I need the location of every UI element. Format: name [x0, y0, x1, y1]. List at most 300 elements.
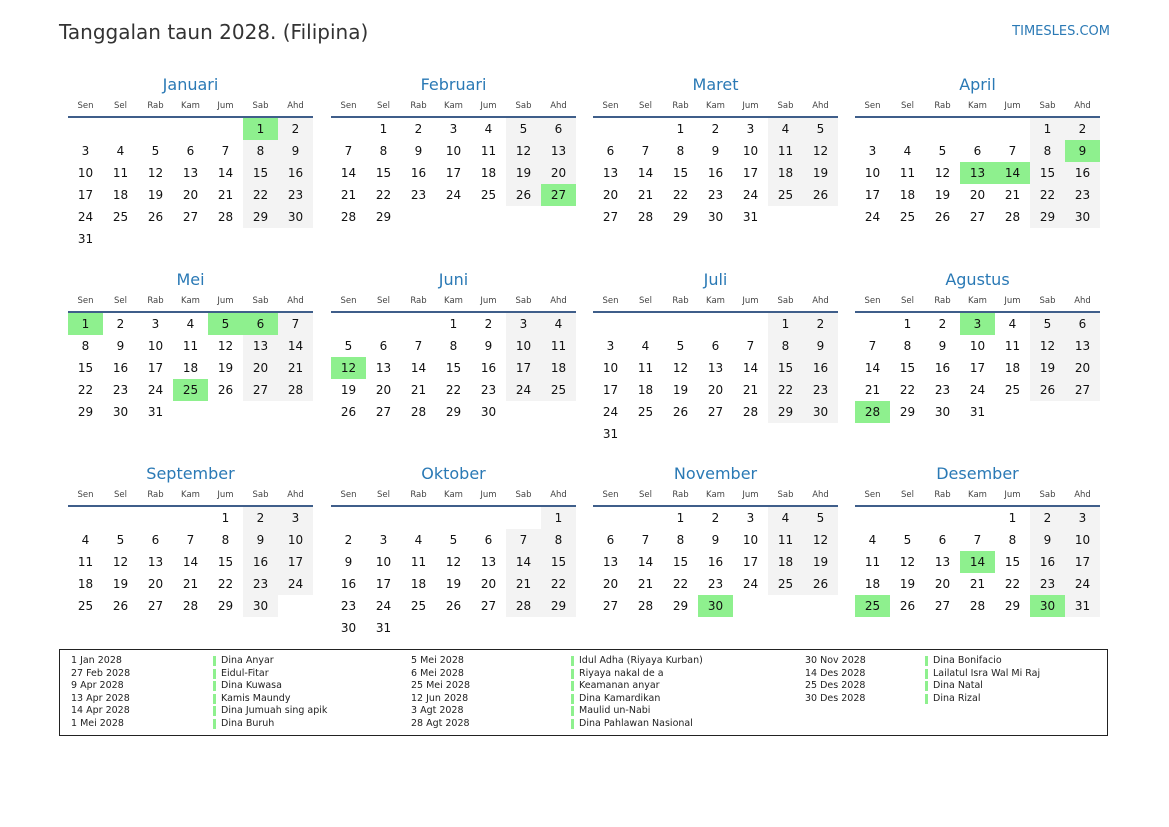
day-cell: 22	[375, 188, 392, 202]
day-cell: 9	[484, 339, 493, 353]
day-cell: 19	[672, 383, 689, 397]
day-cell: 10	[864, 166, 881, 180]
day-cell: 11	[637, 361, 654, 375]
day-cell: 13	[541, 140, 576, 162]
weekday-header	[68, 489, 313, 501]
day-cell: 1	[903, 317, 912, 331]
weekday-label: Sen	[77, 296, 94, 306]
weekday-label: Jum	[1004, 101, 1021, 111]
weekday-label: Kam	[444, 490, 463, 500]
day-cell: 18	[480, 166, 497, 180]
day-cell: 29	[217, 599, 234, 613]
day-cell: 26	[445, 599, 462, 613]
day-cell: 20	[969, 188, 986, 202]
weekday-label: Sab	[777, 101, 794, 111]
day-cell: 30	[1030, 595, 1065, 617]
day-cell: 1	[541, 507, 576, 529]
day-grid	[68, 507, 313, 617]
day-cell: 17	[969, 361, 986, 375]
day-cell: 12	[445, 555, 462, 569]
day-cell: 9	[116, 339, 125, 353]
weekday-label: Sel	[901, 490, 914, 500]
weekday-label: Ahd	[550, 490, 567, 500]
day-cell: 6	[1065, 313, 1100, 335]
day-cell: 27	[707, 405, 724, 419]
day-cell: 10	[506, 335, 541, 357]
day-cell: 26	[934, 210, 951, 224]
day-cell: 10	[147, 339, 164, 353]
weekday-label: Sel	[901, 296, 914, 306]
weekday-label: Rab	[672, 490, 689, 500]
day-cell: 2	[484, 317, 493, 331]
day-cell: 19	[147, 188, 164, 202]
day-cell: 13	[602, 555, 619, 569]
month-desember	[855, 463, 1100, 653]
day-cell: 4	[541, 313, 576, 335]
day-cell: 5	[676, 339, 685, 353]
day-cell: 15	[445, 361, 462, 375]
day-grid	[68, 118, 313, 250]
day-cell: 17	[1065, 551, 1100, 573]
day-cell: 10	[1065, 529, 1100, 551]
day-cell: 26	[112, 599, 129, 613]
day-cell: 26	[803, 184, 838, 206]
day-grid	[855, 118, 1100, 228]
weekday-label: Sab	[515, 296, 532, 306]
weekday-label: Ahd	[1074, 101, 1091, 111]
day-cell: 11	[899, 166, 916, 180]
day-cell: 25	[768, 573, 803, 595]
day-cell: 6	[606, 533, 615, 547]
day-grid	[593, 118, 838, 228]
day-grid	[331, 313, 576, 423]
day-cell: 5	[803, 507, 838, 529]
day-cell: 7	[221, 144, 230, 158]
day-cell: 24	[742, 577, 759, 591]
day-cell: 31	[375, 621, 392, 635]
weekday-label: Kam	[968, 490, 987, 500]
day-cell: 1	[1030, 118, 1065, 140]
site-link[interactable]: TIMESLES.COM	[1012, 24, 1110, 39]
day-cell: 15	[1004, 555, 1021, 569]
weekday-label: Jum	[217, 296, 234, 306]
weekday-label: Kam	[444, 296, 463, 306]
day-grid	[855, 507, 1100, 617]
month-name: Juli	[703, 270, 728, 289]
day-cell: 18	[182, 361, 199, 375]
day-cell: 10	[375, 555, 392, 569]
day-cell: 14	[864, 361, 881, 375]
weekday-label: Rab	[410, 101, 427, 111]
day-cell: 23	[480, 383, 497, 397]
weekday-label: Ahd	[550, 296, 567, 306]
weekday-label: Ahd	[812, 101, 829, 111]
month-juli	[593, 269, 838, 459]
day-cell: 19	[217, 361, 234, 375]
day-cell: 15	[768, 357, 803, 379]
day-cell: 13	[375, 361, 392, 375]
weekday-label: Sel	[639, 101, 652, 111]
day-cell: 10	[969, 339, 986, 353]
legend-date: 27 Feb 2028	[71, 667, 131, 679]
weekday-label: Jum	[742, 101, 759, 111]
day-cell: 21	[506, 573, 541, 595]
weekday-header	[331, 295, 576, 307]
day-cell: 12	[672, 361, 689, 375]
day-cell: 6	[711, 339, 720, 353]
day-cell: 14	[637, 166, 654, 180]
day-cell: 11	[768, 529, 803, 551]
day-grid	[331, 507, 576, 639]
day-cell: 17	[864, 188, 881, 202]
day-cell: 22	[217, 577, 234, 591]
day-cell: 10	[602, 361, 619, 375]
day-cell: 20	[1065, 357, 1100, 379]
day-cell: 18	[112, 188, 129, 202]
day-cell: 22	[77, 383, 94, 397]
day-cell: 29	[1030, 206, 1065, 228]
day-cell: 6	[186, 144, 195, 158]
day-cell: 27	[1065, 379, 1100, 401]
day-cell: 1	[449, 317, 458, 331]
weekday-label: Sab	[1039, 101, 1056, 111]
day-cell: 7	[186, 533, 195, 547]
legend-date: 14 Apr 2028	[71, 705, 130, 717]
weekday-label: Kam	[706, 101, 725, 111]
weekday-label: Jum	[742, 490, 759, 500]
day-cell: 20	[243, 357, 278, 379]
legend-holiday-name: Lailatul Isra Wal Mi Raj	[933, 667, 1041, 679]
day-cell: 30	[480, 405, 497, 419]
day-cell: 8	[379, 144, 388, 158]
day-cell: 9	[803, 335, 838, 357]
day-cell: 15	[672, 555, 689, 569]
weekday-label: Sel	[639, 490, 652, 500]
day-cell: 27	[375, 405, 392, 419]
day-cell: 7	[1008, 144, 1017, 158]
day-cell: 19	[803, 162, 838, 184]
weekday-label: Rab	[672, 101, 689, 111]
day-cell: 24	[147, 383, 164, 397]
day-cell: 28	[969, 599, 986, 613]
day-cell: 7	[414, 339, 423, 353]
weekday-label: Jum	[217, 101, 234, 111]
day-cell: 16	[1030, 551, 1065, 573]
weekday-label: Rab	[147, 490, 164, 500]
day-cell: 3	[151, 317, 160, 331]
legend-holiday-name: Dina Buruh	[221, 717, 275, 729]
day-cell: 30	[803, 401, 838, 423]
day-cell: 21	[340, 188, 357, 202]
day-cell: 14	[278, 335, 313, 357]
weekday-label: Sab	[252, 490, 269, 500]
weekday-label: Sel	[377, 490, 390, 500]
legend-date: 13 Apr 2028	[71, 692, 130, 704]
day-cell: 19	[899, 577, 916, 591]
day-cell: 5	[151, 144, 160, 158]
weekday-label: Jum	[217, 490, 234, 500]
day-cell: 2	[803, 313, 838, 335]
day-cell: 5	[938, 144, 947, 158]
day-cell: 23	[340, 599, 357, 613]
day-cell: 16	[707, 166, 724, 180]
day-cell: 28	[1004, 210, 1021, 224]
weekday-label: Kam	[706, 490, 725, 500]
day-cell: 23	[803, 379, 838, 401]
day-cell: 1	[676, 122, 685, 136]
weekday-label: Sab	[252, 296, 269, 306]
day-cell: 21	[637, 577, 654, 591]
weekday-label: Sen	[602, 296, 619, 306]
day-cell: 22	[541, 573, 576, 595]
legend-date: 12 Jun 2028	[411, 692, 469, 704]
weekday-label: Sen	[340, 490, 357, 500]
day-cell: 14	[960, 551, 995, 573]
day-cell: 18	[77, 577, 94, 591]
day-cell: 8	[81, 339, 90, 353]
day-cell: 19	[112, 577, 129, 591]
day-cell: 25	[480, 188, 497, 202]
day-cell: 3	[868, 144, 877, 158]
day-grid	[68, 313, 313, 423]
day-cell: 7	[506, 529, 541, 551]
day-cell: 8	[676, 533, 685, 547]
legend-date: 14 Des 2028	[805, 667, 866, 679]
day-cell: 26	[899, 599, 916, 613]
legend-holiday-name: Idul Adha (Riyaya Kurban)	[579, 655, 703, 666]
day-cell: 9	[344, 555, 353, 569]
day-cell: 8	[541, 529, 576, 551]
weekday-label: Ahd	[287, 101, 304, 111]
day-cell: 29	[541, 595, 576, 617]
weekday-label: Jum	[1004, 490, 1021, 500]
month-name: Oktober	[421, 464, 486, 483]
day-cell: 7	[868, 339, 877, 353]
day-cell: 12	[331, 357, 366, 379]
weekday-header	[68, 100, 313, 112]
day-cell: 10	[445, 144, 462, 158]
day-cell: 16	[243, 551, 278, 573]
day-cell: 17	[147, 361, 164, 375]
day-cell: 31	[969, 405, 986, 419]
day-cell: 1	[68, 313, 103, 335]
day-cell: 26	[147, 210, 164, 224]
day-cell: 4	[414, 533, 423, 547]
legend-marker-col2	[571, 656, 574, 732]
day-cell: 11	[541, 335, 576, 357]
day-cell: 5	[449, 533, 458, 547]
day-cell: 23	[934, 383, 951, 397]
day-cell: 6	[151, 533, 160, 547]
legend-holiday-name: Dina Rizal	[933, 692, 981, 704]
weekday-label: Sel	[377, 101, 390, 111]
day-cell: 11	[768, 140, 803, 162]
day-cell: 3	[746, 122, 755, 136]
weekday-label: Sen	[77, 490, 94, 500]
legend-date: 25 Des 2028	[805, 680, 866, 692]
day-cell: 2	[711, 122, 720, 136]
month-name: Maret	[692, 75, 739, 94]
day-cell: 7	[344, 144, 353, 158]
day-cell: 6	[243, 313, 278, 335]
day-cell: 23	[707, 577, 724, 591]
legend-holiday-name: Dina Pahlawan Nasional	[579, 717, 693, 729]
day-cell: 29	[77, 405, 94, 419]
weekday-label: Rab	[934, 101, 951, 111]
weekday-label: Ahd	[287, 490, 304, 500]
day-cell: 25	[1004, 383, 1021, 397]
weekday-label: Kam	[181, 296, 200, 306]
day-cell: 18	[541, 357, 576, 379]
day-cell: 2	[414, 122, 423, 136]
weekday-label: Rab	[934, 296, 951, 306]
day-cell: 28	[340, 210, 357, 224]
legend-holiday-name: Kamis Maundy	[221, 692, 291, 704]
day-cell: 17	[278, 551, 313, 573]
day-cell: 4	[116, 144, 125, 158]
weekday-label: Ahd	[287, 296, 304, 306]
legend-dates-col1	[71, 655, 130, 731]
month-name: September	[146, 464, 235, 483]
day-cell: 15	[672, 166, 689, 180]
legend-holiday-name: Dina Kuwasa	[221, 680, 282, 692]
month-name: Februari	[420, 75, 487, 94]
weekday-label: Jum	[1004, 296, 1021, 306]
day-cell: 20	[602, 577, 619, 591]
weekday-label: Sab	[1039, 490, 1056, 500]
day-cell: 6	[379, 339, 388, 353]
month-november	[593, 463, 838, 653]
day-cell: 10	[77, 166, 94, 180]
weekday-label: Kam	[706, 296, 725, 306]
day-cell: 29	[375, 210, 392, 224]
day-cell: 20	[182, 188, 199, 202]
day-cell: 12	[217, 339, 234, 353]
month-juni	[331, 269, 576, 459]
day-cell: 29	[445, 405, 462, 419]
day-cell: 27	[243, 379, 278, 401]
weekday-label: Sen	[602, 490, 619, 500]
day-cell: 20	[541, 162, 576, 184]
day-cell: 22	[243, 184, 278, 206]
day-cell: 14	[995, 162, 1030, 184]
day-cell: 24	[602, 405, 619, 419]
weekday-header	[593, 100, 838, 112]
day-cell: 13	[1065, 335, 1100, 357]
day-cell: 9	[1065, 140, 1100, 162]
day-cell: 14	[340, 166, 357, 180]
legend-holiday-name: Eidul-Fitar	[221, 667, 269, 679]
day-cell: 12	[803, 140, 838, 162]
day-cell: 29	[243, 206, 278, 228]
day-cell: 12	[506, 140, 541, 162]
day-cell: 6	[938, 533, 947, 547]
legend-holiday-name: Riyaya nakal de a	[579, 667, 664, 679]
day-cell: 13	[934, 555, 951, 569]
legend-holiday-name: Dina Natal	[933, 680, 983, 692]
day-cell: 13	[960, 162, 995, 184]
weekday-header	[331, 100, 576, 112]
day-cell: 31	[1065, 595, 1100, 617]
day-cell: 17	[742, 555, 759, 569]
day-cell: 21	[637, 188, 654, 202]
day-cell: 26	[803, 573, 838, 595]
weekday-label: Rab	[147, 296, 164, 306]
day-cell: 16	[934, 361, 951, 375]
weekday-label: Kam	[968, 296, 987, 306]
weekday-label: Ahd	[812, 296, 829, 306]
weekday-label: Kam	[444, 101, 463, 111]
day-cell: 16	[707, 555, 724, 569]
legend-holiday-name: Dina Jumuah sing apik	[221, 705, 328, 717]
day-cell: 6	[973, 144, 982, 158]
day-cell: 29	[899, 405, 916, 419]
day-cell: 7	[278, 313, 313, 335]
weekday-header	[855, 295, 1100, 307]
day-cell: 5	[208, 313, 243, 335]
weekday-label: Sen	[340, 101, 357, 111]
legend-date: 9 Apr 2028	[71, 680, 124, 692]
day-cell: 2	[278, 118, 313, 140]
day-cell: 2	[243, 507, 278, 529]
weekday-header	[593, 489, 838, 501]
day-cell: 31	[742, 210, 759, 224]
day-cell: 8	[449, 339, 458, 353]
day-cell: 3	[81, 144, 90, 158]
day-cell: 18	[768, 551, 803, 573]
month-agustus	[855, 269, 1100, 459]
day-cell: 2	[711, 511, 720, 525]
legend-date: 6 Mei 2028	[411, 667, 464, 679]
day-cell: 18	[637, 383, 654, 397]
day-grid	[593, 313, 838, 445]
day-cell: 11	[1004, 339, 1021, 353]
day-cell: 22	[899, 383, 916, 397]
month-oktober	[331, 463, 576, 653]
day-cell: 19	[340, 383, 357, 397]
month-februari	[331, 74, 576, 264]
day-cell: 24	[864, 210, 881, 224]
weekday-label: Sel	[114, 101, 127, 111]
day-cell: 1	[379, 122, 388, 136]
month-september	[68, 463, 313, 653]
legend-dates-col3	[805, 655, 866, 705]
weekday-label: Jum	[480, 101, 497, 111]
day-cell: 3	[746, 511, 755, 525]
legend-date: 28 Agt 2028	[411, 717, 470, 729]
day-cell: 11	[864, 555, 881, 569]
page-title: Tanggalan taun 2028. (Filipina)	[59, 20, 369, 44]
day-cell: 9	[1030, 529, 1065, 551]
weekday-label: Sel	[901, 101, 914, 111]
weekday-header	[331, 489, 576, 501]
day-cell: 1	[1008, 511, 1017, 525]
day-cell: 16	[480, 361, 497, 375]
day-cell: 16	[278, 162, 313, 184]
holiday-legend	[59, 649, 1108, 736]
day-cell: 28	[182, 599, 199, 613]
day-cell: 17	[77, 188, 94, 202]
day-cell: 17	[742, 166, 759, 180]
day-cell: 9	[711, 144, 720, 158]
day-cell: 24	[375, 599, 392, 613]
day-cell: 14	[637, 555, 654, 569]
day-cell: 11	[112, 166, 129, 180]
day-cell: 30	[278, 206, 313, 228]
legend-holiday-name: Keamanan anyar	[579, 680, 660, 692]
day-cell: 23	[410, 188, 427, 202]
day-cell: 20	[934, 577, 951, 591]
